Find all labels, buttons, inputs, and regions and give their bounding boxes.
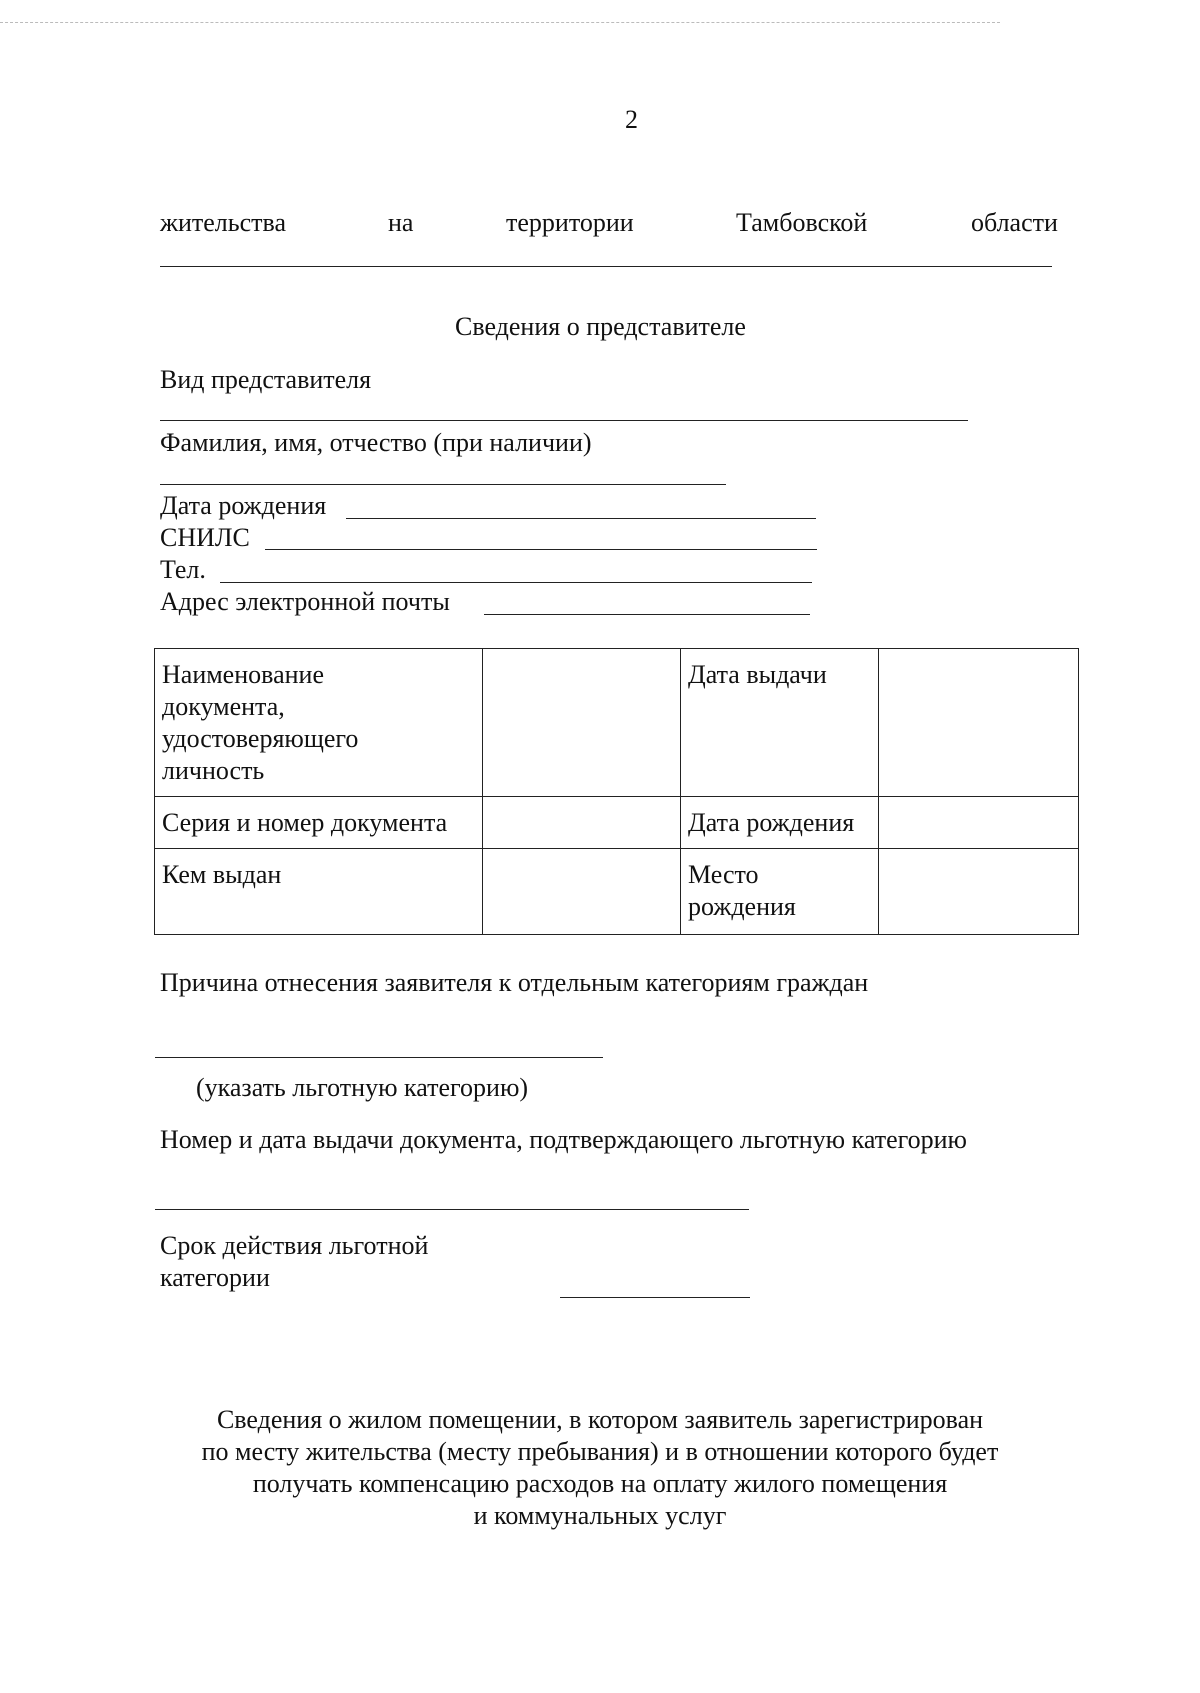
benefit-document-label: Номер и дата выдачи документа, подтверждающего льготную категорию [160, 1125, 967, 1154]
table-row [155, 649, 1079, 797]
representative-birth-date-label: Дата рождения [160, 491, 327, 520]
housing-section-title-line2: по месту жительства (месту пребывания) и в отношении которого будет [201, 1437, 999, 1466]
housing-section-title-line1: Сведения о жилом помещении, в котором заявитель зарегистрирован [216, 1405, 984, 1434]
representative-snils-label: СНИЛС [160, 523, 250, 552]
header-underline [160, 266, 1052, 267]
benefit-validity-field[interactable] [560, 1297, 750, 1298]
table-label-text: Наименование документа, удостоверяющего личность [162, 660, 359, 785]
representative-section-title: Сведения о представителе [455, 312, 746, 341]
representative-phone-field[interactable] [220, 582, 812, 583]
representative-email-field[interactable] [484, 614, 810, 615]
representative-type-field[interactable] [160, 420, 968, 421]
header-word-3: территории [506, 208, 634, 237]
housing-section-title-line3: получать компенсацию расходов на оплату жилого помещения [252, 1469, 948, 1498]
representative-birth-date-field[interactable] [346, 518, 816, 519]
table-row [155, 849, 1079, 935]
benefit-category-hint: (указать льготную категорию) [196, 1073, 529, 1102]
representative-email-label: Адрес электронной почты [160, 587, 450, 616]
benefit-validity-label-line2: категории [160, 1263, 270, 1292]
representative-fio-label: Фамилия, имя, отчество (при наличии) [160, 428, 592, 457]
id-document-table [154, 648, 1079, 935]
representative-type-label: Вид представителя [160, 365, 372, 394]
table-value-issue-date[interactable] [879, 649, 1079, 797]
table-label-birth-place [681, 849, 879, 935]
table-value-document-name[interactable] [483, 649, 681, 797]
table-value-issued-by[interactable] [483, 849, 681, 935]
table-row [155, 797, 1079, 849]
benefit-document-field[interactable] [155, 1209, 749, 1210]
table-value-birth-place[interactable] [879, 849, 1079, 935]
table-label-document-name [155, 649, 483, 797]
table-label-text: Место рождения [688, 860, 796, 921]
benefit-reason-label: Причина отнесения заявителя к отдельным категориям граждан [160, 968, 869, 997]
representative-fio-field[interactable] [160, 484, 726, 485]
header-word-5: области [971, 208, 1058, 237]
page-number: 2 [625, 105, 638, 134]
benefit-validity-label-line1: Срок действия льготной [160, 1231, 429, 1260]
header-word-2: на [388, 208, 414, 237]
table-label-series-number: Серия и номер документа [155, 797, 483, 849]
table-label-birth-date: Дата рождения [681, 797, 879, 849]
header-word-4: Тамбовской [736, 208, 868, 237]
table-value-birth-date[interactable] [879, 797, 1079, 849]
benefit-category-field[interactable] [155, 1057, 603, 1058]
representative-snils-field[interactable] [265, 549, 817, 550]
table-value-series-number[interactable] [483, 797, 681, 849]
table-label-issued-by: Кем выдан [155, 849, 483, 935]
table-label-issue-date: Дата выдачи [681, 649, 879, 797]
representative-phone-label: Тел. [160, 555, 206, 584]
header-word-1: жительства [160, 208, 286, 237]
housing-section-title-line4: и коммунальных услуг [473, 1501, 727, 1530]
scan-artifact-line [0, 22, 1000, 23]
